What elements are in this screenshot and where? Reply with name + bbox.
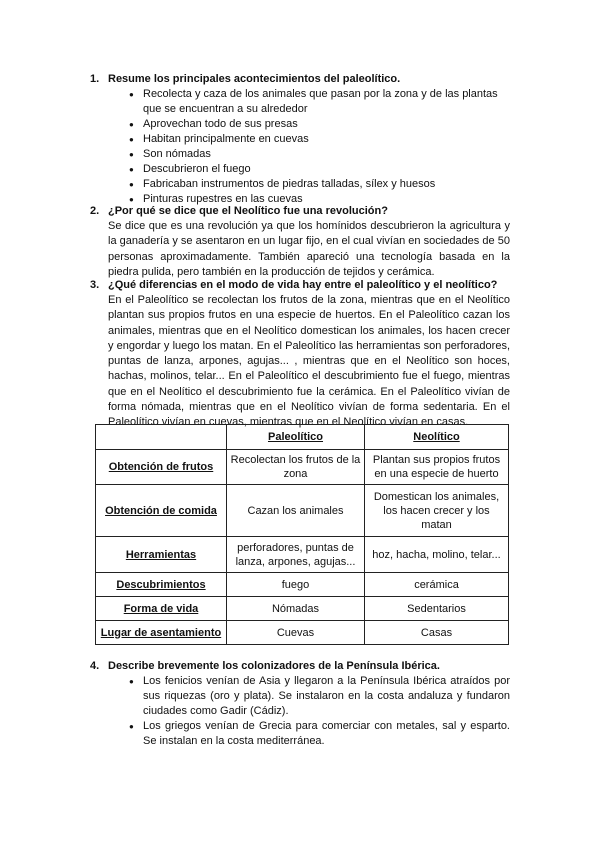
question-4-number: 4.: [90, 660, 100, 672]
question-1: [90, 72, 510, 207]
row-header: Obtención de frutos: [96, 450, 227, 485]
question-3-title: [90, 278, 510, 293]
table-row: [96, 597, 509, 621]
question-1-title-text: Resume los principales acontecimientos del paleolítico.: [108, 73, 401, 85]
table-cell-paleolitico: Nómadas: [227, 597, 365, 621]
table-row: [96, 537, 509, 573]
question-1-list: [90, 87, 510, 207]
table-cell-neolitico: Sedentarios: [365, 597, 509, 621]
question-4-title-text: Describe brevemente los colonizadores de la Península Ibérica.: [108, 660, 440, 672]
table-cell-paleolitico: Cuevas: [227, 621, 365, 645]
list-item: ● Pinturas rupestres en las cuevas: [90, 192, 510, 207]
list-item: ● Los griegos venían de Grecia para comerciar con metales, sal y esparto. Se instalan en la costa mediterránea.: [90, 719, 510, 749]
table-cell-neolitico: Domestican los animales, los hacen crecer y los matan: [365, 485, 509, 537]
table-cell-paleolitico: Cazan los animales: [227, 485, 365, 537]
table-corner-cell: [96, 425, 227, 450]
question-2-answer: Se dice que es una revolución ya que los homínidos descubrieron la agricultura y la ganadería y se asentaron en un lugar fijo, en el cual vivían en sociedades de 50 personas aproximadamente. También apareció una tecnología basada en la piedra pulida, pero también en la producción de tejidos y cerámica.: [108, 220, 510, 278]
row-header: Lugar de asentamiento: [96, 621, 227, 645]
list-item: ● Son nómadas: [90, 147, 510, 162]
question-4: [90, 659, 510, 749]
column-header-neolitico: Neolítico: [365, 425, 509, 450]
question-3-answer: En el Paleolítico se recolectan los frutos de la zona, mientras que en el Neolítico plantan sus propios frutos en una especie de huertos. En el Paleolítico cazan los animales, mientras que en el Neolítico domestican los animales, los hacen crecer y engordar y luego los matan. En el Paleolítico las herramientas son perforadores, puntas de lanza, arpones, agujas... , mientras que en el Neolítico son hoces, hachas, molinos, telar... En el Paleolítico el descubrimiento fue el fuego, mientras que en el Neolítico el descubrimiento fue la cerámica. En el Paleolítico vivían de forma nómada, mientras que en el Neolítico vivían de forma sedentaria. En el Paleolítico vivían en cuevas, mientras que en el Neolítico vivían en casas.: [108, 294, 510, 429]
list-item: ● Habitan principalmente en cuevas: [90, 132, 510, 147]
table-header-row: [96, 425, 509, 450]
table-row: [96, 573, 509, 597]
list-item: ● Recolecta y caza de los animales que pasan por la zona y de las plantas que se encuentran a su alrededor: [90, 87, 510, 117]
list-item: ● Fabricaban instrumentos de piedras talladas, sílex y huesos: [90, 177, 510, 192]
question-4-title: [90, 659, 510, 674]
table-row: [96, 485, 509, 537]
question-2-title: [90, 204, 510, 219]
column-header-paleolitico: Paleolítico: [227, 425, 365, 450]
question-3: [90, 278, 510, 431]
list-item: ● Aprovechan todo de sus presas: [90, 117, 510, 132]
question-2-number: 2.: [90, 205, 100, 217]
table-cell-paleolitico: perforadores, puntas de lanza, arpones, agujas...: [227, 537, 365, 573]
row-header: Forma de vida: [96, 597, 227, 621]
question-1-title: [90, 72, 510, 87]
question-3-number: 3.: [90, 279, 100, 291]
table-cell-neolitico: Plantan sus propios frutos en una especie de huerto: [365, 450, 509, 485]
table-cell-paleolitico: Recolectan los frutos de la zona: [227, 450, 365, 485]
row-header: Herramientas: [96, 537, 227, 573]
question-2: [90, 204, 510, 280]
row-header: Obtención de comida: [96, 485, 227, 537]
table-row: [96, 450, 509, 485]
question-1-number: 1.: [90, 73, 100, 85]
comparison-table: [95, 424, 509, 645]
table-cell-neolitico: hoz, hacha, molino, telar...: [365, 537, 509, 573]
table-cell-neolitico: cerámica: [365, 573, 509, 597]
table-cell-paleolitico: fuego: [227, 573, 365, 597]
table-row: [96, 621, 509, 645]
list-item: ● Los fenicios venían de Asia y llegaron a la Península Ibérica atraídos por sus riquezas (oro y plata). Se instalaron en la costa andaluza y fundaron ciudades como Gadir (Cádiz).: [90, 674, 510, 719]
row-header: Descubrimientos: [96, 573, 227, 597]
question-3-title-text: ¿Qué diferencias en el modo de vida hay entre el paleolítico y el neolítico?: [108, 279, 498, 291]
list-item: ● Descubrieron el fuego: [90, 162, 510, 177]
question-2-title-text: ¿Por qué se dice que el Neolítico fue una revolución?: [108, 205, 388, 217]
table-cell-neolitico: Casas: [365, 621, 509, 645]
question-4-list: [90, 674, 510, 749]
